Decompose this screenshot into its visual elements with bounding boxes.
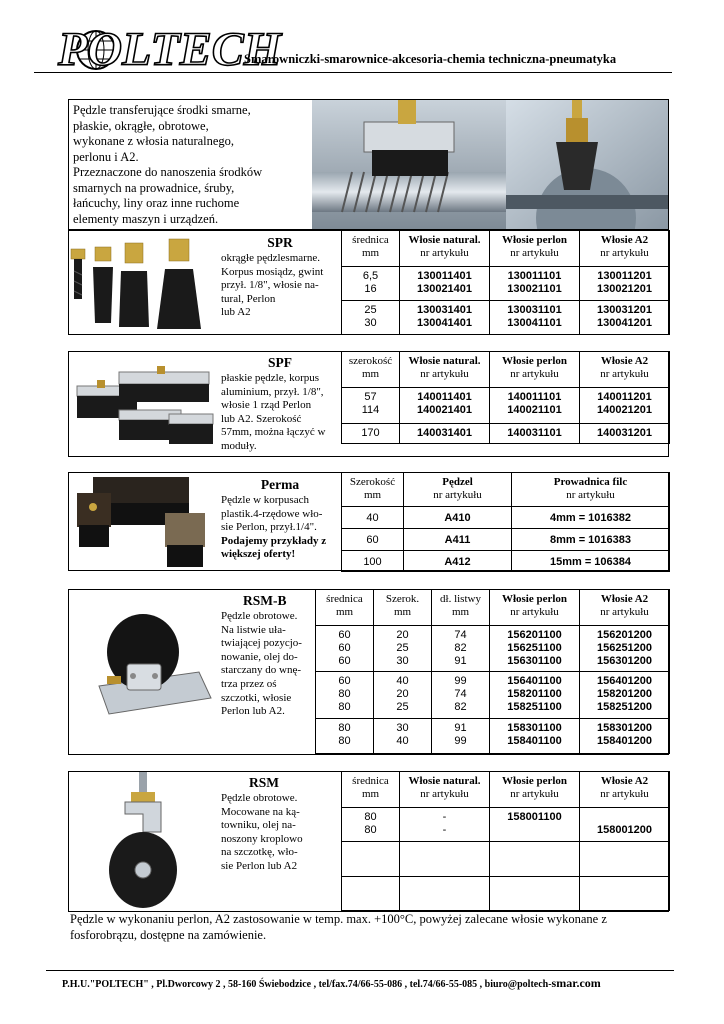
table-row: 80 80 - - 158001100 158001200 — [342, 808, 670, 842]
table-row: 6,5 16 130011401 130021401 130011101 130021101 130011201 130021201 — [342, 267, 670, 301]
photo-flat-brush-on-screw — [312, 100, 506, 229]
intro-text: Pędzle transferujące środki smarne, płaskie, okrągłe, obrotowe, wykonane z włosia naturalnego, perlonu i A2. Przeznaczone do nanoszenia środków smarnych na prowadnice, śruby, łańcuchy, liny oraz inne ruchome elementy maszyn i urządzeń. — [73, 103, 263, 226]
photo-spf-brushes — [69, 352, 217, 456]
table-row: 60 60 60 20 25 30 74 82 91 156201100 156251100 156301100 156201200 156251200 156301200 — [316, 626, 670, 672]
footer-rule — [46, 970, 674, 971]
rsmb-table: średnica mm Szerok. mm dł. listwy mm Włosie perlon nr artykułu Włosie A2 nr artykułu 60 60 60 20 25 30 74 82 91 156201100 156251100 156301100 156201200 156251200 156301200 60 80 80 40 20 25 99 74 82 156401100 158201100 158251100 156401200 158201200 158251200 80 80 30 40 91 99 158301100 158401100 158301200 158401200 — [315, 589, 670, 754]
photo-round-brush-on-chain — [506, 100, 668, 229]
table-row — [342, 842, 670, 877]
table-row — [342, 877, 670, 911]
rsmb-title: RSM-B — [243, 593, 287, 608]
photo-rsm-brush — [69, 772, 217, 911]
perma-table: Szerokość mm Pędzel nr artykułu Prowadnica filc nr artykułu 40 A410 4mm = 1016382 60 A411 8mm = 1016383 100 A412 15mm = 106384 — [341, 472, 670, 572]
table-row: 170 140031401 140031101 140031201 — [342, 424, 670, 444]
perma-title: Perma — [260, 477, 300, 492]
photo-rsmb-brush — [69, 590, 217, 754]
table-row: 60 A411 8mm = 1016383 — [342, 529, 670, 551]
spr-table: średnica mm Włosie natural. nr artykułu Włosie perlon nr artykułu Włosie A2 nr artykułu 6,5 16 130011401 130021401 130011101 130021101 130011201 130021201 25 30 130031401 130041401 130031101 130041101 130031201 130041201 — [341, 230, 670, 335]
header-rule — [34, 72, 672, 73]
logo-wordmark: POLTECH — [58, 23, 282, 76]
rsm-title: RSM — [249, 775, 279, 790]
spr-title: SPR — [267, 235, 293, 250]
perma-description: Perma Pędzle w korpusach plastik.4-rzędowe wło- sie Perlon, przył.1/4". Podajemy przykłady z większej oferty! — [221, 477, 339, 562]
temperature-note: Pędzle w wykonaniu perlon, A2 zastosowanie w temp. max. +100°C, powyżej zalecane włosie wykonane z fosforobrązu, dostępne na zamówienie. — [70, 912, 607, 942]
table-row: 100 A412 15mm = 106384 — [342, 551, 670, 572]
spr-description: SPR okrągłe pędzlesmarne. Korpus mosiądz, gwint przył. 1/8", włosie na- tural, Perlon lub A2 — [221, 235, 339, 320]
table-row: 80 80 30 40 91 99 158301100 158401100 158301200 158401200 — [316, 719, 670, 754]
footer-contact: P.H.U."POLTECH" , Pl.Dworcowy 2 , 58-160 Świebodzice , tel/fax.74/66-55-086 , tel.74/66-55-085 , biuro@poltech-smar.com — [62, 976, 601, 990]
table-row: 25 30 130031401 130041401 130031101 130041101 130031201 130041201 — [342, 301, 670, 335]
photo-perma-brushes — [69, 473, 217, 570]
photo-spr-brushes — [69, 231, 217, 334]
rsmb-description: RSM-B Pędzle obrotowe. Na listwie uła- twiającej pozycjo- nowanie, olej do- starczany do wnę- trza przez oś szczotki, włosie Perlon lub A2. — [221, 593, 313, 719]
table-row: 57 114 140011401 140021401 140011101 140021101 140011201 140021201 — [342, 388, 670, 424]
spf-description: SPF płaskie pędzle, korpus aluminium, przył. 1/8", włosie 1 rząd Perlon lub A2. Szerokość 57mm, można łączyć w moduły. — [221, 355, 339, 454]
table-row: 40 A410 4mm = 1016382 — [342, 507, 670, 529]
spf-table: szerokość mm Włosie natural. nr artykułu Włosie perlon nr artykułu Włosie A2 nr artykułu 57 114 140011401 140021401 140011101 140021101 140011201 140021201 170 140031401 140031101 140031201 — [341, 351, 670, 444]
spf-title: SPF — [267, 355, 292, 370]
rsm-description: RSM Pędzle obrotowe. Mocowane na ką- towniku, olej na- noszony kroplowo na szczotkę, wło- sie Perlon lub A2 — [221, 775, 339, 874]
header-tagline: Smarowniczki-smarownice-akcesoria-chemia techniczna-pneumatyka — [244, 52, 617, 66]
rsm-table: średnica mm Włosie natural. nr artykułu Włosie perlon nr artykułu Włosie A2 nr artykułu 80 80 - - 158001100 158001200 — [341, 771, 670, 911]
table-row: 60 80 80 40 20 25 99 74 82 156401100 158201100 158251100 156401200 158201200 158251200 — [316, 672, 670, 719]
